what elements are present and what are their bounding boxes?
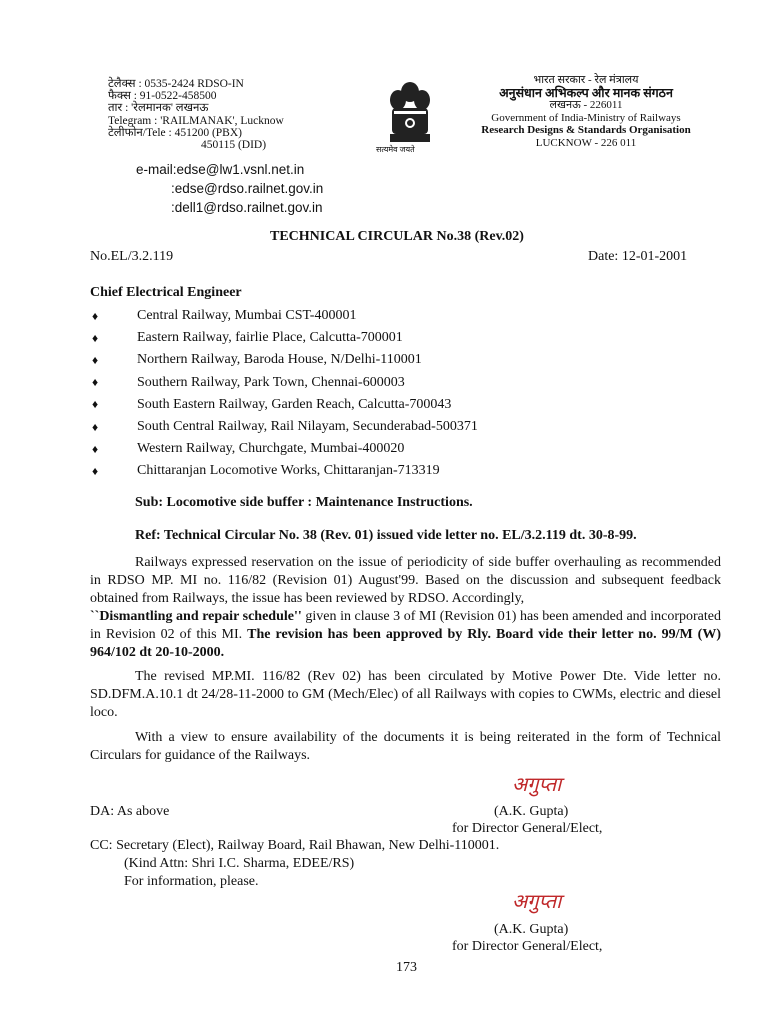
email-line-1: e-mail:edse@lw1.vsnl.net.in bbox=[136, 162, 305, 177]
recipient-list bbox=[90, 305, 478, 483]
list-item bbox=[90, 394, 478, 416]
emblem-motto: सत्यमेव जयते bbox=[376, 145, 415, 154]
org-government-line: Government of India-Ministry of Railways bbox=[491, 111, 681, 124]
email-line-3: :dell1@rdso.railnet.gov.in bbox=[171, 200, 323, 215]
telegram-line: Telegram : 'RAILMANAK', Lucknow bbox=[108, 114, 284, 127]
list-item bbox=[90, 438, 478, 460]
org-name: Research Designs & Standards Organisation bbox=[481, 124, 691, 137]
cc-information: For information, please. bbox=[124, 874, 259, 889]
fax-line: फैक्स : 91-0522-458500 bbox=[108, 90, 217, 103]
organisation-header bbox=[466, 74, 706, 150]
da-line: DA: As above bbox=[90, 804, 170, 819]
bullet-icon: ♦ bbox=[92, 419, 99, 434]
cc-attention: (Kind Attn: Shri I.C. Sharma, EDEE/RS) bbox=[124, 856, 355, 871]
recipient-text: South Eastern Railway, Garden Reach, Calcutta-700043 bbox=[137, 396, 452, 412]
body-paragraph-2: The revised MP.MI. 116/82 (Rev 02) has been circulated by Motive Power Dte. Vide letter no. SD.DFM.A.10.1 dt 24/28-11-2000 to GM (Mech/Elec) of all Railways with copies to CWMs, electric and diesel loco. bbox=[90, 669, 721, 720]
recipient-text: Chittaranjan Locomotive Works, Chittaranjan-713319 bbox=[137, 463, 440, 479]
list-item bbox=[90, 460, 478, 482]
recipient-text: South Central Railway, Rail Nilayam, Secunderabad-500371 bbox=[137, 419, 478, 435]
header-contact-block bbox=[108, 78, 284, 151]
bullet-icon: ♦ bbox=[92, 330, 99, 345]
subject-line: Sub: Locomotive side buffer : Maintenance Instructions. bbox=[135, 495, 473, 510]
recipient-text: Central Railway, Mumbai CST-400001 bbox=[137, 308, 357, 324]
list-item bbox=[90, 372, 478, 394]
bullet-icon: ♦ bbox=[92, 463, 99, 478]
bullet-icon: ♦ bbox=[92, 375, 99, 390]
reference-line: Ref: Technical Circular No. 38 (Rev. 01) issued vide letter no. EL/3.2.119 dt. 30-8-99. bbox=[135, 528, 637, 543]
org-hindi-city: लखनऊ - 226011 bbox=[549, 99, 623, 112]
circular-date: Date: 12-01-2001 bbox=[588, 249, 688, 264]
list-item bbox=[90, 305, 478, 327]
page-title: TECHNICAL CIRCULAR No.38 (Rev.02) bbox=[270, 229, 524, 244]
para1-text-a: Railways expressed reservation on the issue of periodicity of side buffer overhauling as recommended in RDSO MP. MI no. 116/82 (Revision 01) August'99. Based on the discussion and subsequent feedback obtained from Railways, the issue has been reviewed by RDSO. Accordingly, bbox=[90, 555, 721, 606]
recipient-text: Western Railway, Churchgate, Mumbai-400020 bbox=[137, 441, 405, 457]
para1-text-c: given in clause 3 of MI (Revision 01) has been amended and incorporated in Revision 02 of this MI. bbox=[90, 609, 722, 642]
body-paragraph-3: With a view to ensure availability of the documents it is being reiterated in the form of Technical Circulars for guidance of the Railways. bbox=[90, 730, 721, 763]
cc-line: CC: Secretary (Elect), Railway Board, Rail Bhawan, New Delhi-110001. bbox=[90, 838, 500, 853]
email-block bbox=[136, 160, 323, 217]
bullet-icon: ♦ bbox=[92, 397, 99, 412]
org-city: LUCKNOW - 226 011 bbox=[535, 136, 637, 149]
para1-text-d: The revision has been approved by Rly. Board vide their letter no. 99/M (W) 964/102 dt 20-10-2000. bbox=[90, 627, 721, 660]
signatory-name-1: (A.K. Gupta) bbox=[494, 804, 569, 819]
bullet-icon: ♦ bbox=[92, 441, 99, 456]
org-hindi-line-2: अनुसंधान अभिकल्प और मानक संगठन bbox=[499, 85, 673, 100]
list-item bbox=[90, 349, 478, 371]
signatory-title-2: for Director General/Elect, bbox=[452, 939, 603, 954]
signatory-name-2: (A.K. Gupta) bbox=[494, 922, 569, 937]
bullet-icon: ♦ bbox=[92, 352, 99, 367]
signature-1: अगुप्ता bbox=[512, 772, 562, 796]
signature-2: अगुप्ता bbox=[512, 889, 562, 913]
page-number: 173 bbox=[396, 960, 417, 975]
telephone-did-line: 450115 (DID) bbox=[201, 139, 267, 152]
addressee-heading: Chief Electrical Engineer bbox=[90, 285, 242, 300]
bullet-icon: ♦ bbox=[92, 308, 99, 323]
recipient-text: Southern Railway, Park Town, Chennai-600003 bbox=[137, 374, 405, 390]
national-emblem-icon bbox=[376, 78, 438, 160]
recipient-text: Northern Railway, Baroda House, N/Delhi-110001 bbox=[137, 352, 422, 368]
list-item bbox=[90, 327, 478, 349]
telex-line: टेलैक्स : 0535-2424 RDSO-IN bbox=[108, 78, 244, 90]
email-line-2: :edse@rdso.railnet.gov.in bbox=[171, 181, 324, 196]
recipient-text: Eastern Railway, fairlie Place, Calcutta-700001 bbox=[137, 330, 403, 346]
telephone-line: टेलीफोन/Tele : 451200 (PBX) bbox=[108, 126, 242, 139]
telegram-hindi-line: तार : 'रेलमानक' लखनऊ bbox=[108, 102, 209, 115]
signatory-title-1: for Director General/Elect, bbox=[452, 821, 603, 836]
org-hindi-line-1: भारत सरकार - रेल मंत्रालय bbox=[533, 74, 639, 86]
reference-number: No.EL/3.2.119 bbox=[90, 249, 174, 264]
para1-text-b: ``Dismantling and repair schedule'' bbox=[90, 609, 302, 624]
body-paragraph-1 bbox=[90, 554, 721, 662]
list-item bbox=[90, 416, 478, 438]
